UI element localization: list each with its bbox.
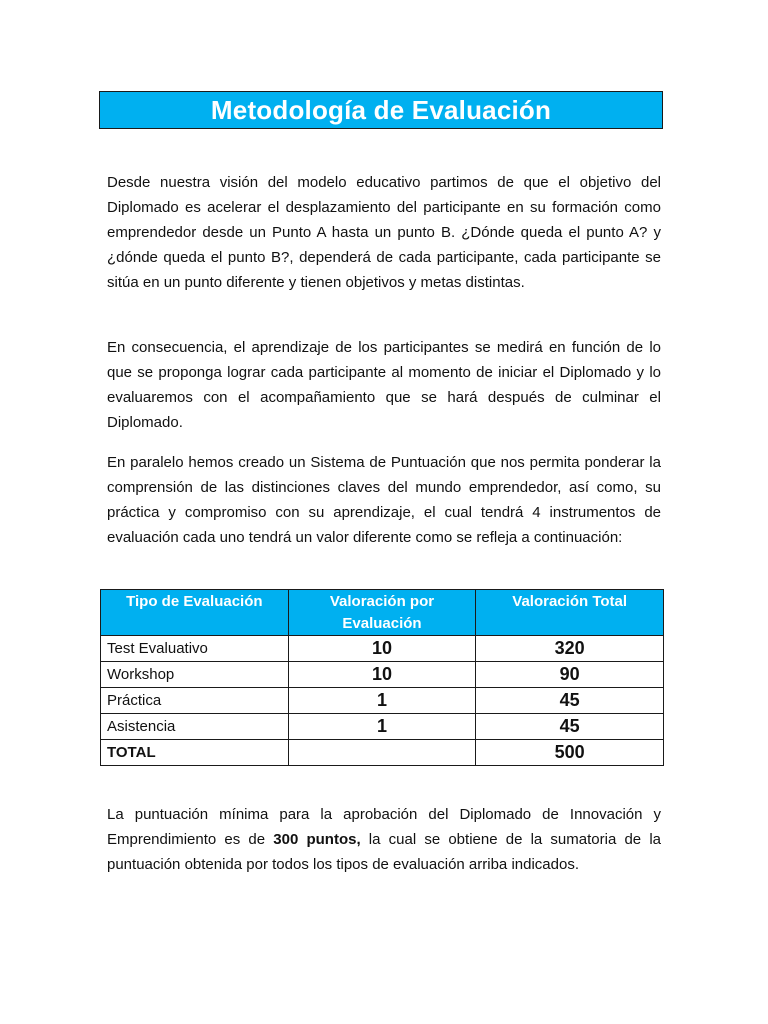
evaluation-table bbox=[100, 589, 664, 766]
cell-tipo: Asistencia bbox=[101, 714, 289, 740]
paragraph-intro: Desde nuestra visión del modelo educativo partimos de que el objetivo del Diplomado es acelerar el desplazamiento del participante en su formación como emprendedor desde un Punto A hasta un punto B. ¿Dónde queda el punto A? y ¿dónde queda el punto B?, dependerá de cada participante, cada participante se sitúa en un punto diferente y tienen objetivos y metas distintas. bbox=[107, 174, 661, 291]
paragraph-consequence: En consecuencia, el aprendizaje de los participantes se medirá en función de lo que se proponga lograr cada participante al momento de iniciar el Diplomado y lo evaluaremos con el acompañamiento que se hará después de culminar el Diplomado. bbox=[107, 339, 661, 431]
minimum-score-emphasis: 300 puntos, bbox=[273, 831, 361, 848]
cell-total: 45 bbox=[476, 714, 664, 740]
table-total-row bbox=[101, 740, 664, 766]
table-row bbox=[101, 636, 664, 662]
paragraph-scoring-system: En paralelo hemos creado un Sistema de Puntuación que nos permita ponderar la comprensión de las distinciones claves del mundo emprendedor, así como, su práctica y compromiso con su aprendizaje, el cual tendrá 4 instrumentos de evaluación cada uno tendrá un valor diferente como se refleja a continuación: bbox=[107, 454, 661, 546]
closing-text-after: la cual se obtiene de la sumatoria de la puntuación obtenida por todos los tipos de evaluación arriba indicados. bbox=[107, 831, 661, 873]
table-row bbox=[101, 662, 664, 688]
header-valoracion-por-evaluacion: Valoración por Evaluación bbox=[288, 590, 476, 636]
header-valoracion-total: Valoración Total bbox=[476, 590, 664, 636]
document-title: Metodología de Evaluación bbox=[210, 94, 552, 125]
cell-tipo: Test Evaluativo bbox=[101, 636, 289, 662]
table-header-row bbox=[101, 590, 664, 636]
cell-total: 320 bbox=[476, 636, 664, 662]
cell-total: 90 bbox=[476, 662, 664, 688]
table-row bbox=[101, 714, 664, 740]
table-row bbox=[101, 688, 664, 714]
cell-total-label: TOTAL bbox=[101, 740, 289, 766]
paragraph-minimum-score bbox=[107, 802, 661, 877]
cell-tipo: Práctica bbox=[101, 688, 289, 714]
header-tipo: Tipo de Evaluación bbox=[101, 590, 289, 636]
cell-por-evaluacion: 1 bbox=[288, 688, 476, 714]
cell-total-por-evaluacion bbox=[288, 740, 476, 766]
cell-total: 45 bbox=[476, 688, 664, 714]
cell-por-evaluacion: 10 bbox=[288, 662, 476, 688]
cell-tipo: Workshop bbox=[101, 662, 289, 688]
closing-text-before: La puntuación mínima para la aprobación del Diplomado de Innovación y Emprendimiento es de bbox=[107, 806, 661, 848]
cell-total-value: 500 bbox=[476, 740, 664, 766]
cell-por-evaluacion: 10 bbox=[288, 636, 476, 662]
title-banner bbox=[99, 91, 663, 129]
cell-por-evaluacion: 1 bbox=[288, 714, 476, 740]
